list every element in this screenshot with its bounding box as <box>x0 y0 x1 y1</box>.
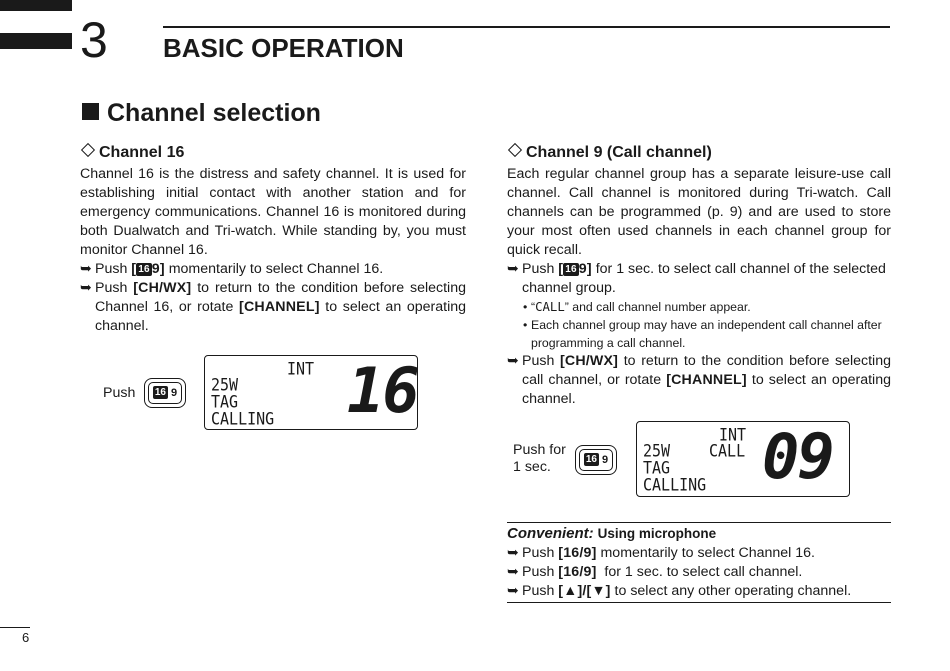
square-bullet-icon <box>82 103 99 120</box>
page-number: 6 <box>22 630 30 645</box>
section-title: Channel selection <box>82 98 321 128</box>
channel16-heading: Channel 16 <box>80 143 466 163</box>
chapter-tab-bar <box>0 33 72 49</box>
instruction-step: ➥ Push [ 16 9] for 1 sec. to select call channel of the selected channel group. <box>507 261 886 296</box>
chapter-title: BASIC OPERATION <box>163 33 404 63</box>
lcd-power: 25W <box>211 374 239 395</box>
convenient-top-rule <box>507 522 891 523</box>
lcd-calling: CALLING <box>211 408 275 429</box>
arrow-icon: ➥ <box>507 545 519 561</box>
note-item: • Each channel group may have an independent call channel after programming a call channel. <box>523 318 882 350</box>
lcd-power: 25W <box>643 440 671 461</box>
lcd-tag: TAG <box>211 391 239 412</box>
convenient-item: ➥ Push [▲]/[▼] to select any other operating channel. <box>507 583 852 599</box>
convenient-box <box>507 524 891 601</box>
push-label: Push <box>103 385 136 401</box>
key-ch-wx: [CH/WX] <box>559 353 619 369</box>
arrow-icon: ➥ <box>80 280 92 296</box>
chapter-rule <box>163 26 890 28</box>
instruction-step: ➥ Push [CH/WX] to return to the condition before selecting Channel 16, or rotate [CHANNEL] to select an operating channel. <box>80 280 467 334</box>
channel16-body: Channel 16 is the distress and safety channel. It is used for establishing initial contact with another station and for emergency communications. Channel 16 is monitored during both Dualwatch and Tri-watch. While standing by, you must monitor Channel 16. <box>80 166 466 258</box>
lcd-int: INT <box>719 424 747 445</box>
lcd-display-ch09 <box>636 421 850 497</box>
convenient-bottom-rule <box>507 602 891 603</box>
convenient-heading: Convenient: Using microphone <box>507 525 717 542</box>
chapter-number: 3 <box>80 12 108 68</box>
convenient-item: ➥ Push [16/9] momentarily to select Channel 16. <box>507 545 815 561</box>
instruction-step: ➥ Push [ 16 9] momentarily to select Channel 16. <box>80 261 384 277</box>
key-channel: [CHANNEL] <box>666 372 747 388</box>
lcd-display-ch16 <box>204 355 418 430</box>
lcd-call-text: CALL <box>535 300 565 314</box>
arrow-icon: ➥ <box>507 583 519 599</box>
lcd-tag: TAG <box>643 457 671 478</box>
note-item: • “CALL” and call channel number appear. <box>523 300 751 314</box>
instruction-step: ➥ Push [CH/WX] to return to the condition before selecting call channel, or rotate [CHANNEL] to select an operating channel. <box>507 353 891 407</box>
key-16-9: [ 16 9] <box>558 261 592 277</box>
push-for-label: Push for 1 sec. <box>513 442 566 475</box>
arrow-icon: ➥ <box>507 564 519 580</box>
right-column <box>507 143 891 409</box>
lcd-calling: CALLING <box>643 474 707 495</box>
button-16-9-diagram: 16 9 <box>575 445 617 475</box>
key-channel: [CHANNEL] <box>239 299 320 315</box>
chapter-tab-bar <box>0 0 72 11</box>
left-column <box>80 143 466 336</box>
arrow-icon: ➥ <box>507 353 519 369</box>
button-16-9-diagram: 16 9 <box>144 378 186 408</box>
lcd-int: INT <box>287 358 315 379</box>
diamond-bullet-icon <box>81 143 95 157</box>
key-16-9: [ 16 9] <box>131 261 165 277</box>
arrow-icon: ➥ <box>507 261 519 277</box>
page-number-rule <box>0 627 30 628</box>
convenient-item: ➥ Push [16/9] for 1 sec. to select call channel. <box>507 564 803 580</box>
channel9-heading: Channel 9 (Call channel) <box>507 143 891 163</box>
lcd-call: CALL <box>709 440 746 461</box>
diamond-bullet-icon <box>508 143 522 157</box>
key-ch-wx: [CH/WX] <box>133 280 192 296</box>
lcd-channel-number: 16 <box>347 354 418 427</box>
arrow-icon: ➥ <box>80 261 92 277</box>
lcd-channel-number: 09 <box>762 420 833 493</box>
channel9-body: Each regular channel group has a separate leisure-use call channel. Call channel is monitored during Tri-watch. Call channels can be programmed (p. 9) and are used to store your most often used channels in each channel group for quick recall. <box>507 166 891 258</box>
